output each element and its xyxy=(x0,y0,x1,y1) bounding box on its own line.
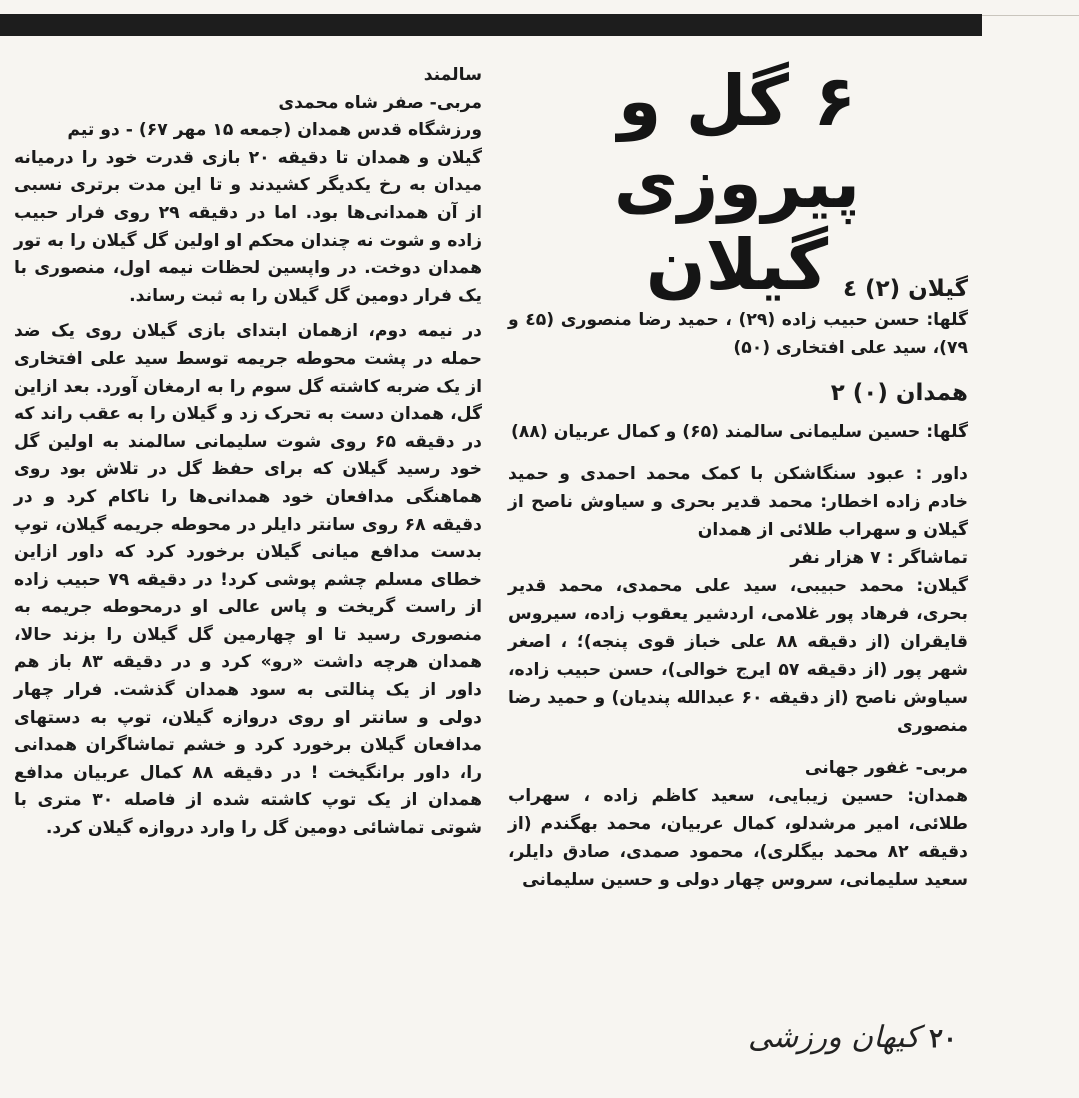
publication-name: کیهان ورزشی xyxy=(748,1020,920,1055)
page-number: ۲۰ xyxy=(929,1024,957,1054)
match-report-column xyxy=(14,62,482,843)
headline xyxy=(500,60,974,306)
team2-score-heading: همدان (۰) ۲ xyxy=(830,380,968,406)
top-rule xyxy=(0,14,982,36)
headline-line-1: ۶ گل و پیروزی xyxy=(613,60,861,224)
gilan-coach: مربی- غفور جهانی xyxy=(804,758,968,778)
team1-goals: گلها: حسن حبیب زاده (۲۹) ، حمید رضا منصوری (٤۵ و ۷۹)، سید علی افتخاری (۵۰) xyxy=(508,310,968,358)
team1-score-heading: گیلان (۲) ٤ xyxy=(842,276,968,302)
gilan-lineup: گیلان: محمد حبیبی، سید علی محمدی، محمد قدیر بحری، فرهاد پور غلامی، اردشیر یعقوب زاده، سیروس قایقران (از دقیقه ۸۸ علی خباز قوی پنجه)؛ ، اصغر شهر پور (از دقیقه ۵۷ ایرج خوالی)، حسن حبیب زاده، سیاوش ناصح (از دقیقه ۶۰ عبدالله پندیان) و حمید رضا منصوری xyxy=(508,576,969,736)
page-footer xyxy=(748,1020,967,1055)
match-facts-column xyxy=(508,272,968,894)
report-paragraph-1: گیلان و همدان تا دقیقه ۲۰ بازی قدرت خود را درمیانه میدان به رخ یکدیگر کشیدند و تا این مدت برتری نسبی از آن همدانی‌ها بود. اما در دقیقه ۲۹ روی فرار حبیب زاده و شوت نه چندان محکم او اولین گل گیلان را به تور همدان دوخت. در واپسین لحظات نیمه اول، منصوری با یک فرار دومین گل گیلان را به ثبت رساند. xyxy=(14,147,482,306)
headline-line-2: گیلان xyxy=(645,224,829,306)
team2-goals: گلها: حسین سلیمانی سالمند (۶۵) و کمال عربیان (۸۸) xyxy=(511,422,968,442)
hamedan-lineup: همدان: حسین زیبایی، سعید کاظم زاده ، سهراب طلائی، امیر مرشدلو، کمال عربیان، محمد بهگندم (از دقیقه ۸۲ محمد بیگلری)، محمود صمدی، صادق دایلر، سعید سلیمانی، سروس چهار دولی و حسین سلیمانی xyxy=(508,786,968,890)
byline-coach: مربی- صفر شاه محمدی xyxy=(278,92,482,113)
top-rule-thin xyxy=(982,15,1079,16)
byline-name: سالمند xyxy=(423,65,482,85)
report-lead: ورزشگاه قدس همدان (جمعه ۱۵ مهر ۶۷) - دو تیم xyxy=(67,120,482,141)
referee-info: داور : عبود سنگاشکن با کمک محمد احمدی و حمید خادم زاده اخطار: محمد قدیر بحری و سیاوش ناصح از گیلان و سهراب طلائی از همدان xyxy=(508,464,968,540)
report-paragraph-2: در نیمه دوم، ازهمان ابتدای بازی گیلان روی یک ضد حمله در پشت محوطه جریمه توسط سید علی افتخاری از یک ضربه کاشته گل سوم را به ارمغان آورد. بعد ازاین گل، همدان دست به تحرک زد و گیلان را به عقب راند که در دقیقه ۶۵ روی شوت سلیمانی سالمند به اولین گل خود رسید گیلان که برای حفظ گل در تلاش بود روی هماهنگی مدافعان خود همدانی‌ها را ناکام کرد و در دقیقه ۶۸ روی سانتر دایلر در محوطه جریمه گیلان، توپ بدست مدافع میانی گیلان برخورد کرد که داور ازاین خطای مسلم چشم پوشی کرد! در دقیقه ۷۹ حبیب زاده از راست گریخت و پاس عالی او درمحوطه جریمه به منصوری رسید تا او چهارمین گل گیلان را بزند حالا، همدان هرچه داشت «رو» کرد و در دقیقه ۸۳ باز هم داور از یک پنالتی به سود همدان گذشت. فرار چهار دولی و سانتر او روی دروازه گیلان، توپ به دستهای مدافعان گیلان برخورد کرد و خشم تماشاگران همدانی را، داور برانگیخت ! در دقیقه ۸۸ کمال عربیان مدافع همدان از یک توپ کاشته شده از فاصله ۳۰ متری با شوتی تماشائی دومین گل را وارد دروازه گیلان کرد. xyxy=(14,321,483,839)
spectators: تماشاگر : ۷ هزار نفر xyxy=(790,548,968,568)
